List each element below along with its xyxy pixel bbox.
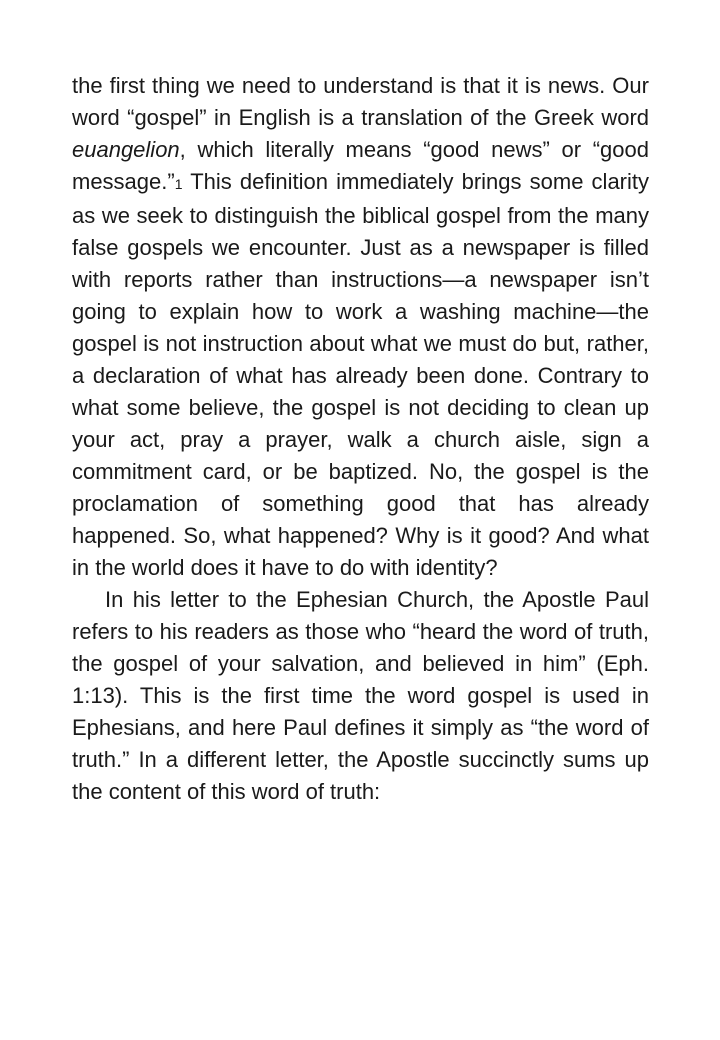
paragraph-1-segment-3: This definition immediately brings some clarity as we seek to distinguish the biblical gospel from the many false gospels we encounter. Just as a newspaper is filled with reports rather than instructions—a newspaper isn’t going to explain how to work a washing machine—the gospel is not instruction about what we must do but, rather, a declaration of what has already been done. Contrary to what some believe, the gospel is not deciding to clean up your act, pray a prayer, walk a church aisle, sign a commitment card, or be baptized. No, the gospel is the proclamation of something good that has already happened. So, what happened? Why is it good? And what in the world does it have to do with identity? [72, 169, 649, 580]
paragraph-1-segment-1: the first thing we need to understand is that it is news. Our word “gospel” in English is a translation of the Greek word [72, 73, 649, 130]
paragraph-1 [72, 70, 649, 584]
paragraph-1-segment-2: , which literally means “good news” or “good message.” [72, 137, 649, 194]
page-body [72, 70, 649, 808]
footnote-reference[interactable]: 1 [174, 176, 183, 192]
paragraph-2: In his letter to the Ephesian Church, the Apostle Paul refers to his readers as those who “heard the word of truth, the gospel of your salvation, and believed in him” (Eph. 1:13). This is the first time the word gospel is used in Ephesians, and here Paul defines it simply as “the word of truth.” In a different letter, the Apostle succinctly sums up the content of this word of truth: [72, 587, 649, 804]
italic-term: euangelion [72, 137, 180, 162]
